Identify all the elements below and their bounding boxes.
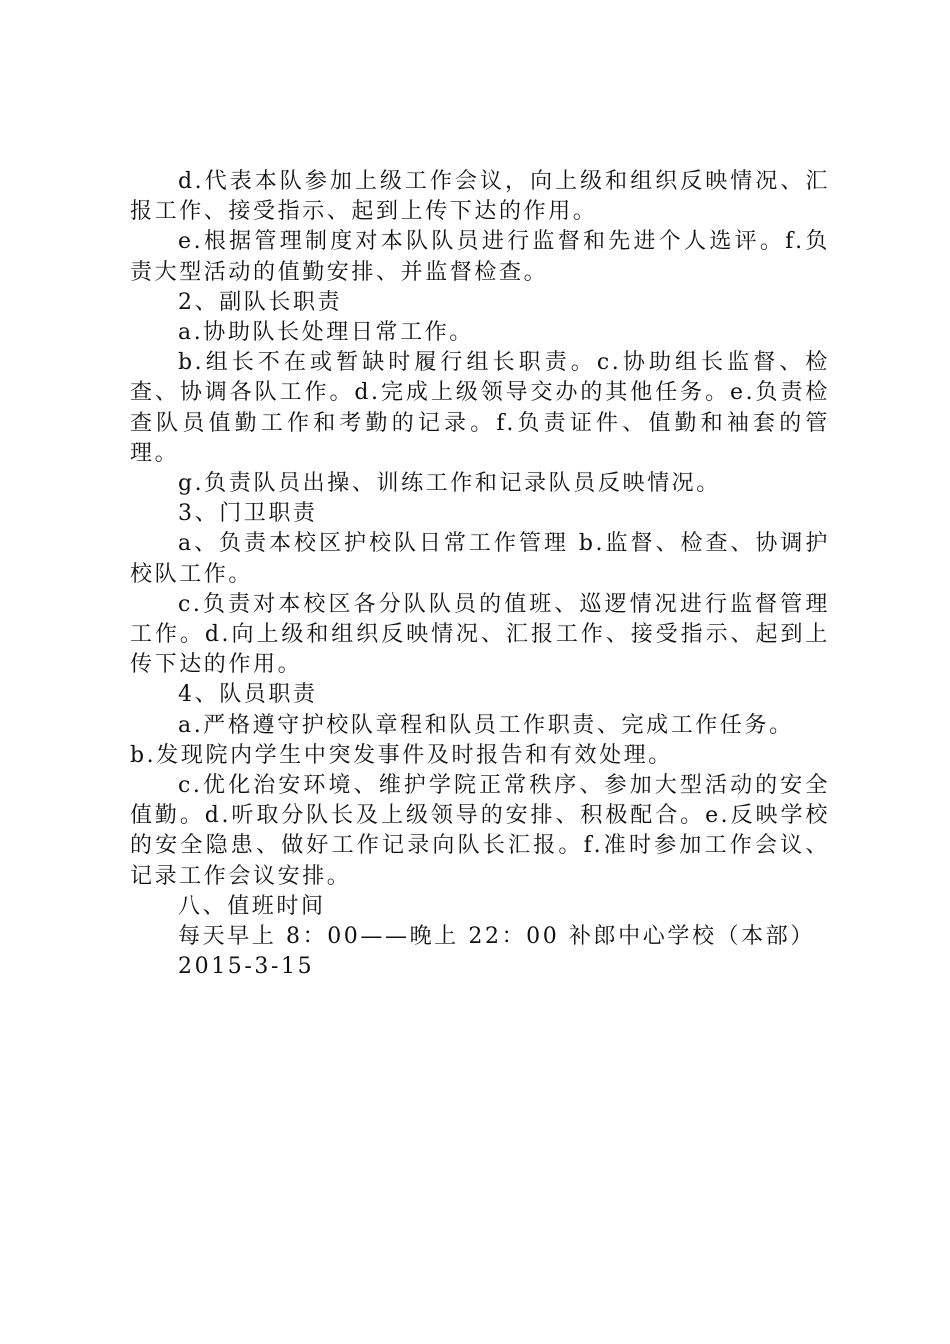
- paragraph-gatekeeper-duty-a-b: a、负责本校区护校队日常工作管理 b.监督、检查、协调护校队工作。: [130, 531, 830, 587]
- paragraph-duty-time: 每天早上 8：00——晚上 22：00 补郎中心学校（本部）: [178, 924, 815, 950]
- paragraph-leader-duty-e-f: e.根据管理制度对本队队员进行监督和先进个人选评。f.负责大型活动的值勤安排、并监督检查。: [130, 229, 830, 285]
- paragraph-deputy-duty-b-f: b.组长不在或暂缺时履行组长职责。c.协助组长监督、检查、协调各队工作。d.完成上级领导交办的其他任务。e.负责检查队员值勤工作和考勤的记录。f.负责证件、值勤和袖套的管理。: [130, 350, 830, 466]
- paragraph-member-duty-b: b.发现院内学生中突发事件及时报告和有效处理。: [130, 742, 673, 768]
- document-date: 2015-3-15: [178, 954, 315, 980]
- paragraph-gatekeeper-duty-c-d: c.负责对本校区各分队队员的值班、巡逻情况进行监督管理工作。d.向上级和组织反映情况、汇报工作、接受指示、起到上传下达的作用。: [130, 591, 830, 678]
- section-heading-deputy-leader: 2、副队长职责: [178, 289, 343, 315]
- section-heading-duty-time: 八、值班时间: [178, 893, 326, 919]
- paragraph-member-duty-a: a.严格遵守护校队章程和队员工作职责、完成工作任务。: [178, 712, 794, 738]
- paragraph-deputy-duty-g: g.负责队员出操、训练工作和记录队员反映情况。: [178, 471, 721, 497]
- paragraph-deputy-duty-a: a.协助队长处理日常工作。: [178, 320, 474, 346]
- paragraph-member-duty-c-f: c.优化治安环境、维护学院正常秩序、参加大型活动的安全值勤。d.听取分队长及上级领导的安排、积极配合。e.反映学校的安全隐患、做好工作记录向队长汇报。f.准时参加工作会议、记录工作会议安排。: [130, 773, 830, 889]
- section-heading-gatekeeper: 3、门卫职责: [178, 501, 318, 527]
- document-body: [130, 167, 830, 982]
- section-heading-member: 4、队员职责: [178, 682, 318, 708]
- paragraph-leader-duty-d: d.代表本队参加上级工作会议，向上级和组织反映情况、汇报工作、接受指示、起到上传下达的作用。: [130, 169, 830, 225]
